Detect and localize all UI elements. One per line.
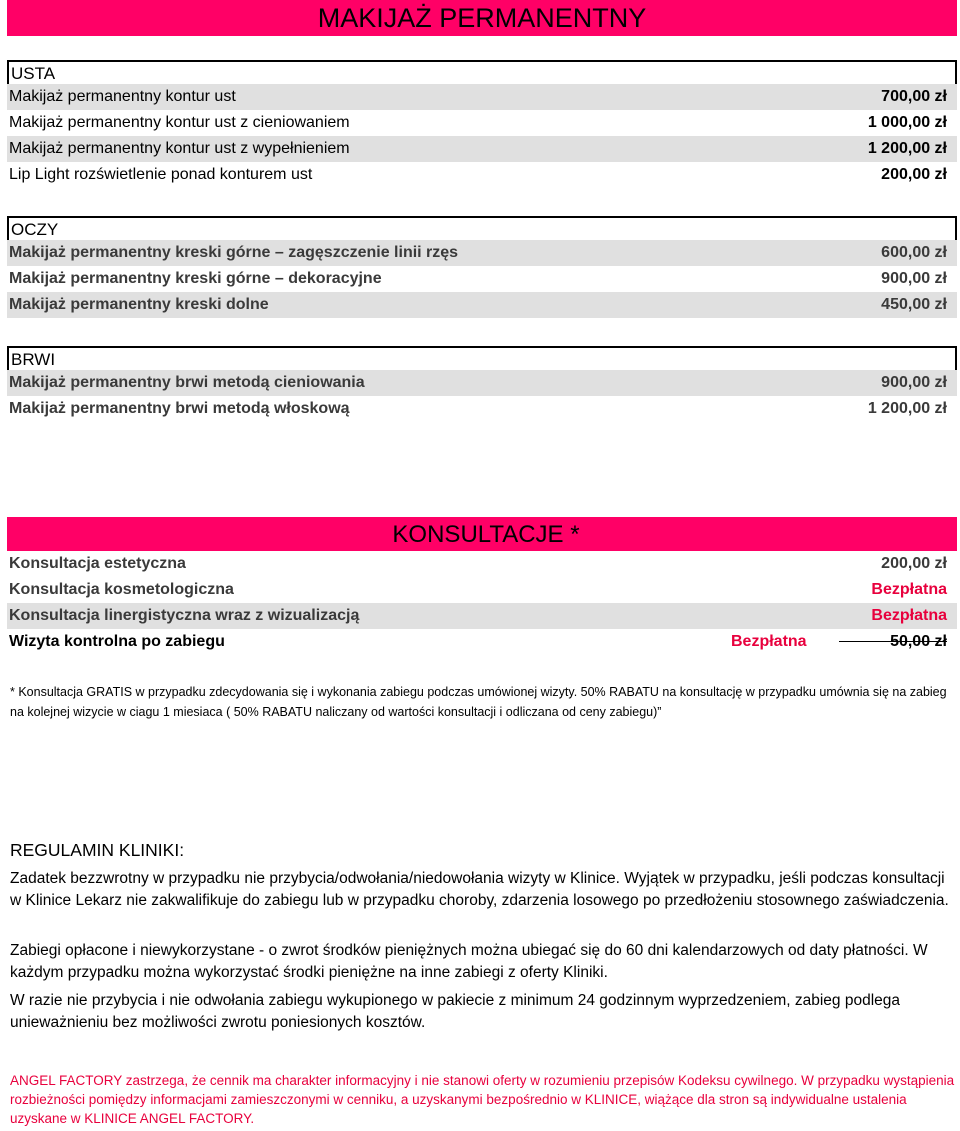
service-name: Makijaż permanentny kreski dolne bbox=[9, 296, 269, 313]
price-row bbox=[7, 136, 957, 162]
regulamin-paragraph: W razie nie przybycia i nie odwołania zabiegu wykupionego w pakiecie z minimum 24 godzinnym wyprzedzeniem, zabieg podlega unieważnieniu bez możliwości zwrotu poniesionych kosztów. bbox=[10, 992, 900, 1031]
konsultacja-old-price: 50,00 zł bbox=[890, 633, 947, 650]
service-name: Makijaż permanentny kontur ust bbox=[9, 88, 236, 105]
price-row bbox=[7, 266, 957, 292]
service-price: 200,00 zł bbox=[881, 166, 947, 183]
price-row bbox=[7, 292, 957, 318]
service-name: Makijaż permanentny brwi metodą cieniowania bbox=[9, 374, 365, 391]
title-bar bbox=[7, 0, 957, 36]
konsultacja-new-price: Bezpłatna bbox=[731, 633, 807, 650]
section-header: BRWI bbox=[7, 346, 957, 370]
service-price: 450,00 zł bbox=[881, 296, 947, 313]
price-row bbox=[7, 84, 957, 110]
regulamin-paragraph: Zabiegi opłacone i niewykorzystane - o zwrot środków pieniężnych można ubiegać się do 60 dni kalendarzowych od daty płatności. W każdym przypadku można wykorzystać środki pieniężne na inne zabiegi z oferty Kliniki. bbox=[10, 942, 928, 981]
konsultacja-name: Wizyta kontrolna po zabiegu bbox=[9, 633, 225, 650]
service-name: Makijaż permanentny kontur ust z cieniowaniem bbox=[9, 114, 350, 131]
konsultacje-bar bbox=[7, 517, 957, 551]
disclaimer-footer: ANGEL FACTORY zastrzega, że cennik ma charakter informacyjny i nie stanowi oferty w rozumieniu przepisów Kodeksu cywilnego. W przypadku wystąpienia rozbieżności pomiędzy informacjami zamieszczonymi w cenniku, a uzyskanymi bezpośrednio w KLINICE, wiążące dla stron są indywidualne ustalenia uzyskane w KLINICE ANGEL FACTORY. bbox=[10, 1073, 955, 1126]
konsultacja-row bbox=[7, 577, 957, 603]
service-name: Makijaż permanentny kontur ust z wypełnieniem bbox=[9, 140, 350, 157]
service-price: 900,00 zł bbox=[881, 374, 947, 391]
service-price: 700,00 zł bbox=[881, 88, 947, 105]
service-price: 1 000,00 zł bbox=[867, 114, 947, 131]
konsultacja-name: Konsultacja estetyczna bbox=[9, 555, 186, 572]
konsultacja-row bbox=[7, 603, 957, 629]
service-price: 1 200,00 zł bbox=[867, 400, 947, 417]
section-usta bbox=[7, 60, 957, 188]
service-price: 1 200,00 zł bbox=[867, 140, 947, 157]
konsultacje-title: KONSULTACJE * bbox=[392, 521, 580, 548]
section-header: USTA bbox=[7, 60, 957, 84]
regulamin-paragraph: Zadatek bezzwrotny w przypadku nie przybycia/odwołania/niedowołania wizyty w Klinice. Wyjątek w przypadku, jeśli podczas konsultacji w Klinice Lekarz nie zakwalifikuje do zabiegu lub w przypadku choroby, zdarzenia losowego po przedłożeniu stosownego zaświadczenia. bbox=[10, 870, 949, 909]
service-name: Makijaż permanentny brwi metodą włoskową bbox=[9, 400, 350, 417]
service-name: Makijaż permanentny kreski górne – zagęszczenie linii rzęs bbox=[9, 244, 459, 261]
service-name: Makijaż permanentny kreski górne – dekoracyjne bbox=[9, 270, 382, 287]
old-price bbox=[839, 629, 947, 655]
section-brwi bbox=[7, 346, 957, 422]
price-row bbox=[7, 240, 957, 266]
konsultacja-name: Konsultacja linergistyczna wraz z wizualizacją bbox=[9, 607, 360, 624]
service-price: 900,00 zł bbox=[881, 270, 947, 287]
konsultacja-price: Bezpłatna bbox=[871, 607, 947, 624]
price-row bbox=[7, 396, 957, 422]
section-header: OCZY bbox=[7, 216, 957, 240]
konsultacja-row bbox=[7, 629, 957, 655]
service-price: 600,00 zł bbox=[881, 244, 947, 261]
service-name: Lip Light rozświetlenie ponad konturem ust bbox=[9, 166, 313, 183]
page-title: MAKIJAŻ PERMANENTNY bbox=[317, 3, 647, 33]
konsultacja-price: Bezpłatna bbox=[871, 581, 947, 598]
konsultacja-row bbox=[7, 551, 957, 577]
konsultacja-price: 200,00 zł bbox=[881, 555, 947, 572]
konsultacja-note: * Konsultacja GRATIS w przypadku zdecydowania się i wykonania zabiegu podczas umówionej wizyty. 50% RABATU na konsultację w przypadku umównia się na zabieg na kolejnej wizycie w ciagu 1 miesiaca ( 50% RABATU naliczany od wartości konsultacji i odliczana od ceny zabiegu)” bbox=[10, 685, 947, 719]
regulamin-title: REGULAMIN KLINIKI: bbox=[10, 840, 185, 860]
price-row bbox=[7, 162, 957, 188]
section-oczy bbox=[7, 216, 957, 318]
price-row bbox=[7, 370, 957, 396]
konsultacja-name: Konsultacja kosmetologiczna bbox=[9, 581, 234, 598]
price-row bbox=[7, 110, 957, 136]
